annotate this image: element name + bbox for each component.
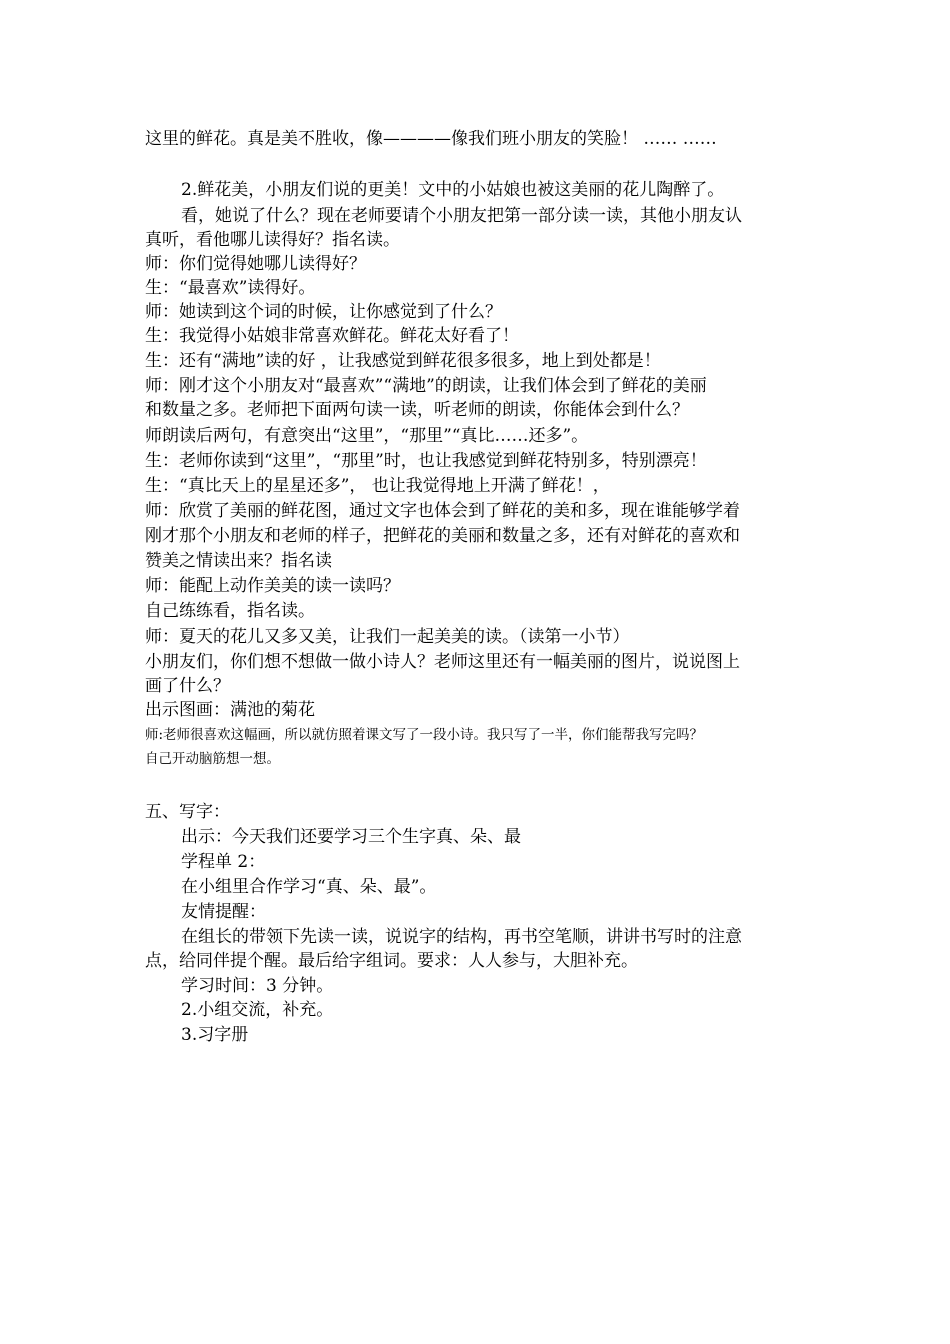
text-line: 师朗读后两句，有意突出“这里”，“那里”“真比……还多”。: [145, 426, 589, 446]
text-line: 刚才那个小朋友和老师的样子，把鲜花的美丽和数量之多，还有对鲜花的喜欢和: [145, 526, 740, 546]
section-heading: 五、写字：: [145, 802, 230, 822]
text-line: 友情提醒：: [181, 902, 266, 922]
text-line: 师：你们觉得她哪儿读得好？: [145, 254, 366, 274]
text-line: 生：我觉得小姑娘非常喜欢鲜花。鲜花太好看了！: [145, 326, 519, 346]
text-line: 点，给同伴提个醒。最后给字组词。要求：人人参与，大胆补充。: [145, 951, 638, 971]
text-line: 师：她读到这个词的时候，让你感觉到了什么？: [145, 302, 502, 322]
text-line: 3.习字册: [181, 1025, 249, 1045]
text-line: 和数量之多。老师把下面两句读一读，听老师的朗读，你能体会到什么？: [145, 400, 689, 420]
text-line: 2.鲜花美，小朋友们说的更美！文中的小姑娘也被这美丽的花儿陶醉了。: [181, 180, 725, 200]
text-line: 画了什么？: [145, 676, 230, 696]
text-line: 在组长的带领下先读一读，说说字的结构，再书空笔顺，讲讲书写时的注意: [181, 927, 742, 947]
text-line: 学习时间：3 分钟。: [181, 976, 334, 996]
text-line: 生：“最喜欢”读得好。: [145, 278, 316, 298]
text-line: 生：还有“满地”读的好 ，让我感觉到鲜花很多很多，地上到处都是！: [145, 351, 661, 371]
text-line: 看，她说了什么？现在老师要请个小朋友把第一部分读一读，其他小朋友认: [181, 206, 742, 226]
text-line: 真听，看他哪儿读得好？指名读。: [145, 230, 400, 250]
text-line: 师：能配上动作美美的读一读吗？: [145, 576, 400, 596]
text-line: 自己练练看，指名读。: [145, 601, 315, 621]
text-line: 出示图画：满池的菊花: [145, 700, 315, 720]
text-line: 赞美之情读出来？指名读: [145, 551, 332, 571]
text-line: 在小组里合作学习“真、朵、最”。: [181, 877, 437, 897]
text-line: 师:老师很喜欢这幅画，所以就仿照着课文写了一段小诗。我只写了一半，你们能帮我写完吗？: [145, 727, 704, 743]
text-line: 师：刚才这个小朋友对“最喜欢”“满地”的朗读，让我们体会到了鲜花的美丽: [145, 376, 707, 396]
text-line: 师：欣赏了美丽的鲜花图，通过文字也体会到了鲜花的美和多，现在谁能够学着: [145, 501, 740, 521]
text-line: 出示：今天我们还要学习三个生字真、朵、最: [181, 827, 521, 847]
text-line: 小朋友们，你们想不想做一做小诗人？老师这里还有一幅美丽的图片，说说图上: [145, 652, 740, 672]
text-line: 这里的鲜花。真是美不胜收，像————像我们班小朋友的笑脸！ …… ……: [145, 129, 717, 149]
text-line: 师：夏天的花儿又多又美，让我们一起美美的读。（读第一小节）: [145, 627, 630, 647]
text-line: 2.小组交流，补充。: [181, 1000, 334, 1020]
text-line: 自己开动脑筋想一想。: [145, 751, 280, 767]
text-line: 学程单 2：: [181, 852, 266, 872]
text-line: 生：老师你读到“这里”，“那里”时，也让我感觉到鲜花特别多，特别漂亮！: [145, 451, 707, 471]
text-line: 生：“真比天上的星星还多”， 也让我觉得地上开满了鲜花！，: [145, 476, 610, 496]
